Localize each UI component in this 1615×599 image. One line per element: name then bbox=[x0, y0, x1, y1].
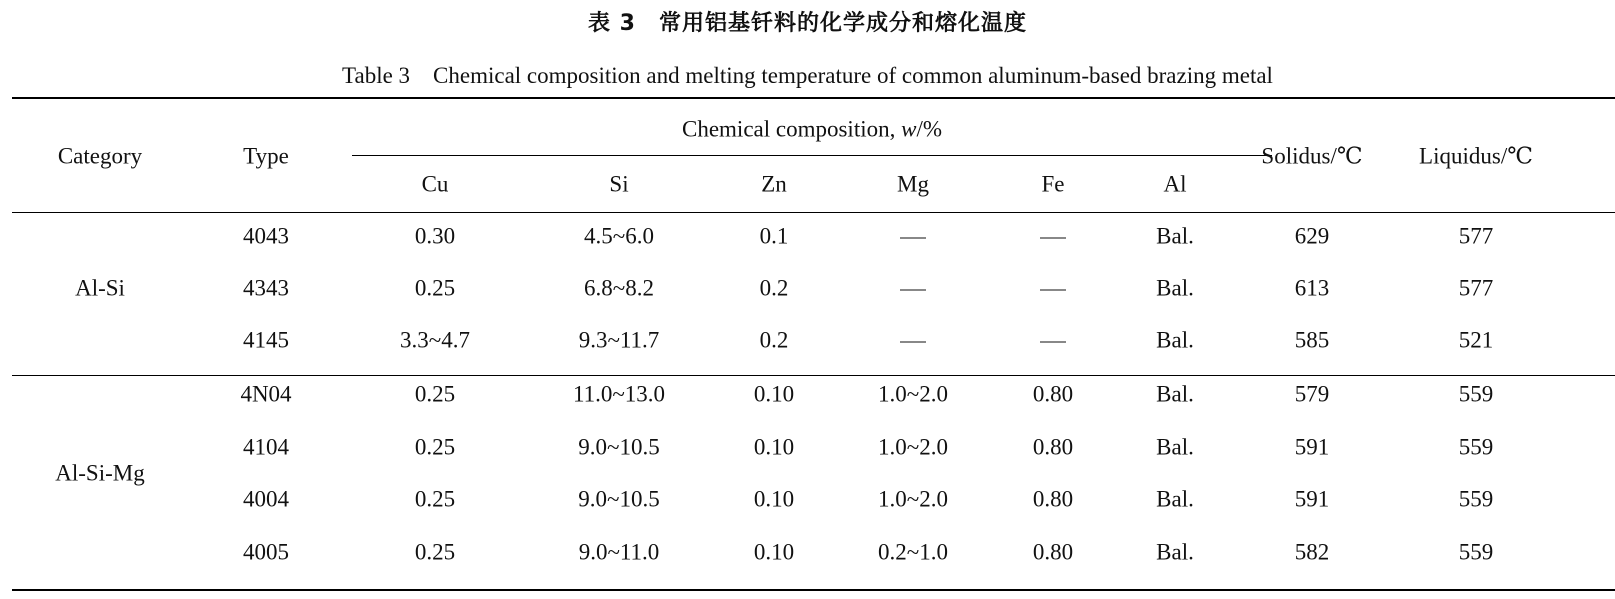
table-cell-type: 4005 bbox=[243, 539, 289, 565]
table-cell-type: 4043 bbox=[243, 223, 289, 249]
table-cell-fe bbox=[1040, 329, 1066, 352]
table-cell-cu: 0.25 bbox=[414, 539, 456, 565]
table-cell-si: 11.0~13.0 bbox=[572, 381, 666, 407]
table-cell-mg: 1.0~2.0 bbox=[878, 434, 948, 460]
category-cell: Al-Si bbox=[75, 275, 125, 301]
group-divider-rule bbox=[12, 375, 1615, 376]
table-cell-si: 4.5~6.0 bbox=[584, 223, 654, 249]
header-al: Al bbox=[1163, 171, 1187, 197]
em-dash-mark bbox=[1040, 290, 1066, 291]
table-cell-mg bbox=[900, 329, 926, 352]
header-fe: Fe bbox=[1041, 171, 1065, 197]
table-cell-liquidus: 521 bbox=[1458, 327, 1494, 353]
header-zn: Zn bbox=[761, 171, 787, 197]
table-cell-liquidus: 559 bbox=[1458, 539, 1494, 565]
category-cell: Al-Si-Mg bbox=[55, 460, 145, 486]
table-cell-liquidus: 559 bbox=[1458, 434, 1494, 460]
table-cell-mg: 0.2~1.0 bbox=[878, 539, 948, 565]
header-solidus: Solidus/℃ bbox=[1261, 143, 1363, 169]
table-cell-fe: 0.80 bbox=[1032, 381, 1074, 407]
table-cell-mg: 1.0~2.0 bbox=[878, 486, 948, 512]
header-cu: Cu bbox=[421, 171, 449, 197]
table-cell-type: 4004 bbox=[243, 486, 289, 512]
table-cell-al: Bal. bbox=[1156, 381, 1194, 407]
table-cell-fe bbox=[1040, 225, 1066, 248]
table-cell-solidus: 629 bbox=[1294, 223, 1330, 249]
table-cell-fe: 0.80 bbox=[1032, 434, 1074, 460]
table-cell-liquidus: 559 bbox=[1458, 381, 1494, 407]
table-cell-solidus: 591 bbox=[1294, 434, 1330, 460]
table-cell-al: Bal. bbox=[1156, 486, 1194, 512]
em-dash-mark bbox=[900, 290, 926, 291]
table-cell-si: 9.0~11.0 bbox=[578, 539, 660, 565]
table-cell-type: 4145 bbox=[243, 327, 289, 353]
table-cell-solidus: 613 bbox=[1294, 275, 1330, 301]
table-cell-al: Bal. bbox=[1156, 434, 1194, 460]
table-cell-zn: 0.10 bbox=[753, 434, 795, 460]
table-cell-mg bbox=[900, 225, 926, 248]
em-dash-mark bbox=[1040, 342, 1066, 343]
table-caption-chinese: 表 3 常用铝基钎料的化学成分和熔化温度 bbox=[588, 11, 1027, 36]
top-rule bbox=[12, 97, 1615, 99]
table-cell-solidus: 582 bbox=[1294, 539, 1330, 565]
table-cell-al: Bal. bbox=[1156, 327, 1194, 353]
table-cell-type: 4104 bbox=[243, 434, 289, 460]
table-cell-si: 6.8~8.2 bbox=[584, 275, 654, 301]
table-cell-si: 9.0~10.5 bbox=[578, 434, 660, 460]
header-mg: Mg bbox=[897, 171, 929, 197]
em-dash-mark bbox=[900, 342, 926, 343]
table-cell-solidus: 585 bbox=[1294, 327, 1330, 353]
composition-subheader-rule bbox=[352, 155, 1272, 156]
table-cell-type: 4N04 bbox=[240, 381, 292, 407]
table-caption-english: Table 3 Chemical composition and melting temperature of common aluminum-based brazing metal bbox=[342, 63, 1273, 88]
table-cell-cu: 0.25 bbox=[414, 486, 456, 512]
table-cell-al: Bal. bbox=[1156, 539, 1194, 565]
em-dash-mark bbox=[1040, 238, 1066, 239]
header-liquidus: Liquidus/℃ bbox=[1419, 143, 1533, 169]
table-cell-cu: 0.25 bbox=[414, 275, 456, 301]
table-cell-solidus: 579 bbox=[1294, 381, 1330, 407]
table-cell-zn: 0.10 bbox=[753, 539, 795, 565]
table-cell-zn: 0.10 bbox=[753, 381, 795, 407]
table-cell-type: 4343 bbox=[243, 275, 289, 301]
header-bottom-rule bbox=[12, 212, 1615, 213]
table-cell-fe: 0.80 bbox=[1032, 539, 1074, 565]
table-cell-si: 9.3~11.7 bbox=[578, 327, 660, 353]
table-cell-zn: 0.2 bbox=[759, 327, 789, 353]
bottom-rule bbox=[12, 589, 1615, 591]
table-cell-solidus: 591 bbox=[1294, 486, 1330, 512]
header-type: Type bbox=[243, 143, 289, 169]
table-cell-cu: 0.25 bbox=[414, 434, 456, 460]
header-category: Category bbox=[57, 143, 143, 169]
table-cell-mg: 1.0~2.0 bbox=[878, 381, 948, 407]
table-cell-zn: 0.1 bbox=[759, 223, 789, 249]
table-cell-al: Bal. bbox=[1156, 275, 1194, 301]
em-dash-mark bbox=[900, 238, 926, 239]
table-cell-liquidus: 559 bbox=[1458, 486, 1494, 512]
table-cell-cu: 0.25 bbox=[414, 381, 456, 407]
header-composition-group: Chemical composition, w/% bbox=[681, 116, 943, 142]
table-cell-zn: 0.10 bbox=[753, 486, 795, 512]
table-cell-si: 9.0~10.5 bbox=[578, 486, 660, 512]
table-cell-fe bbox=[1040, 277, 1066, 300]
table-cell-al: Bal. bbox=[1156, 223, 1194, 249]
table-cell-cu: 0.30 bbox=[414, 223, 456, 249]
header-si: Si bbox=[609, 171, 629, 197]
table-cell-liquidus: 577 bbox=[1458, 275, 1494, 301]
table-cell-zn: 0.2 bbox=[759, 275, 789, 301]
table-cell-mg bbox=[900, 277, 926, 300]
table-cell-fe: 0.80 bbox=[1032, 486, 1074, 512]
table-cell-cu: 3.3~4.7 bbox=[400, 327, 470, 353]
table-cell-liquidus: 577 bbox=[1458, 223, 1494, 249]
